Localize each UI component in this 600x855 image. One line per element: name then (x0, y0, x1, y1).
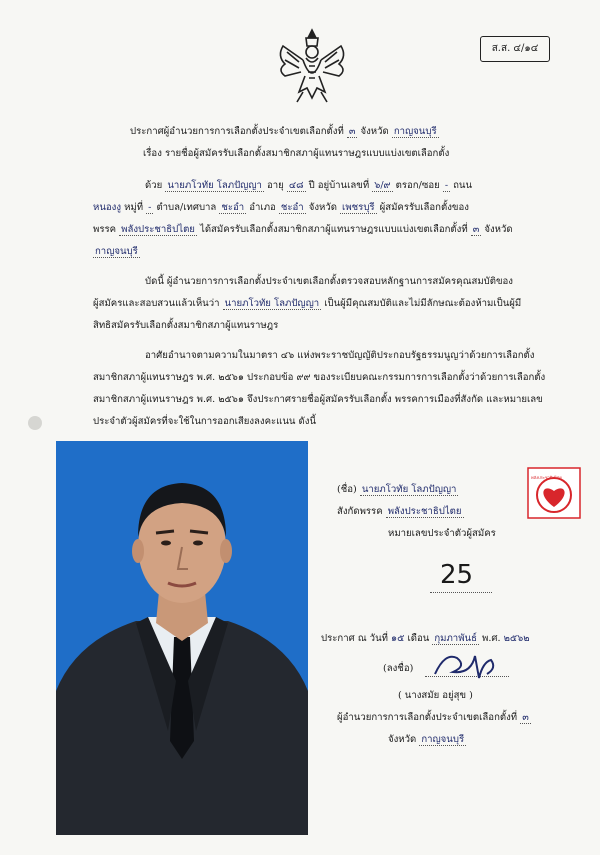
province-name: กาญจนบุรี (393, 126, 437, 137)
number-underline (430, 592, 492, 593)
para1-line4: กาญจนบุรี (95, 246, 138, 257)
sign-label: (ลงชื่อ) (383, 663, 414, 674)
signer-name: ( นางสมัย อยู่สุข ) (398, 690, 473, 701)
para1-line2: หนองงู หมู่ที่ - ตำบล/เทศบาล ชะอำ อำเภอ ชะอำ จังหวัด เพชรบุรี ผู้สมัครรับเลือกตั้งของ (93, 202, 469, 213)
signer-position-line: ผู้อำนวยการการเลือกตั้งประจำเขตเลือกตั้งที่ ๓ (337, 712, 529, 723)
candidate-name: นายภโวทัย โลภปัญญา (361, 484, 457, 495)
para1-line1: ด้วย นายภโวทัย โลภปัญญา อายุ ๔๘ ปี อยู่บ้านเลขที่ ๖/๙ ตรอก/ซอย - ถนน (145, 180, 473, 191)
candidate-party-line: สังกัดพรรค พลังประชาธิปไตย (337, 506, 462, 517)
form-code-box: ส.ส. ๔/๑๔ (480, 36, 550, 62)
signer-province-line: จังหวัด กาญจนบุรี (388, 734, 465, 745)
district-number: ๓ (348, 126, 356, 137)
subject-line: เรื่อง รายชื่อผู้สมัครรับเลือกตั้งสมาชิกสภาผู้แทนราษฎรแบบแบ่งเขตเลือกตั้ง (143, 148, 450, 159)
candidate-number-label: หมายเลขประจำตัวผู้สมัคร (388, 528, 496, 539)
announcement-title: ประกาศผู้อำนวยการการเลือกตั้งประจำเขตเลือกตั้งที่ ๓ จังหวัด กาญจนบุรี (130, 126, 437, 137)
para3-line4: ประจำตัวผู้สมัครที่จะใช้ในการออกเสียงลงคะแนน ดังนี้ (93, 416, 317, 427)
para3-line1: อาศัยอำนาจตามความในมาตรา ๔๖ แห่งพระราชบัญญัติประกอบรัฐธรรมนูญว่าด้วยการเลือกตั้ง (145, 350, 535, 361)
para3-line2: สมาชิกสภาผู้แทนราษฎร พ.ศ. ๒๕๖๑ ประกอบข้อ ๙๙ ของระเบียบคณะกรรมการการเลือกตั้งว่าด้วยการเลือกตั้ง (93, 372, 546, 383)
candidate-party: พลังประชาธิปไตย (387, 506, 462, 517)
para2-line3: สิทธิสมัครรับเลือกตั้งสมาชิกสภาผู้แทนราษฎร (93, 320, 279, 331)
punch-hole (28, 416, 42, 430)
candidate-portrait-icon (56, 441, 308, 835)
party-logo-text: พลังประชาธิปไตย (531, 475, 562, 480)
para2-line2: ผู้สมัครและสอบสวนแล้วเห็นว่า นายภโวทัย โลภปัญญา เป็นผู้มีคุณสมบัติและไม่มีลักษณะต้องห้ามเป็นผู้มี (93, 298, 522, 309)
candidate-name-line: (ชื่อ) นายภโวทัย โลภปัญญา (337, 484, 457, 495)
announcement-date-line: ประกาศ ณ วันที่ ๑๕ เดือน กุมภาพันธ์ พ.ศ. ๒๕๖๒ (321, 633, 530, 644)
candidate-photo (56, 441, 308, 835)
signature-mark (427, 644, 507, 684)
para2-line1: บัดนี้ ผู้อำนวยการการเลือกตั้งประจำเขตเลือกตั้งตรวจสอบหลักฐานการสมัครคุณสมบัติของ (145, 276, 513, 287)
candidate-number: 25 (440, 560, 474, 590)
para1-line3: พรรค พลังประชาธิปไตย ได้สมัครรับเลือกตั้งสมาชิกสภาผู้แทนราษฎรแบบแบ่งเขตเลือกตั้งที่ ๓ จังหวัด (93, 224, 513, 235)
para3-line3: สมาชิกสภาผู้แทนราษฎร พ.ศ. ๒๕๖๑ จึงประกาศรายชื่อผู้สมัครรับเลือกตั้ง พรรคการเมืองที่สังกัด และหมายเลข (93, 394, 543, 405)
garuda-emblem-icon (273, 26, 351, 106)
